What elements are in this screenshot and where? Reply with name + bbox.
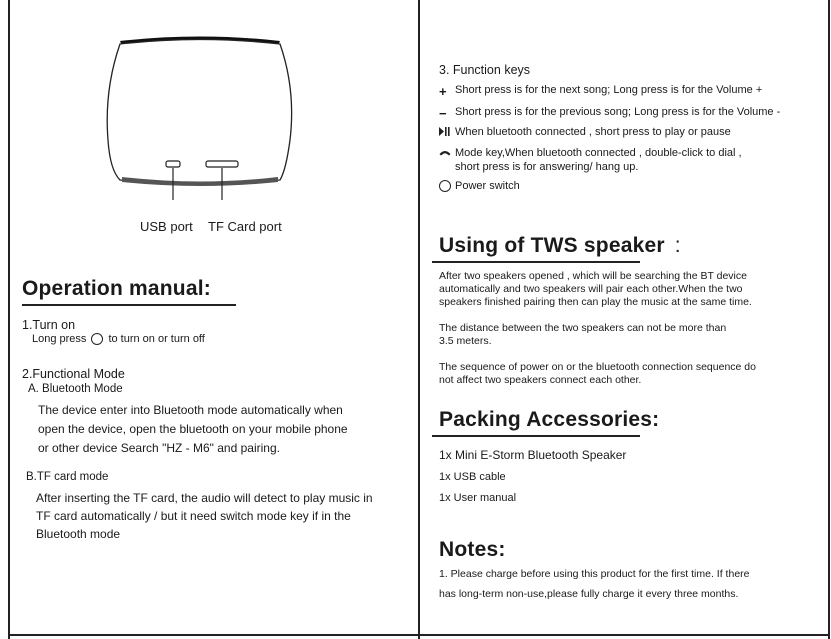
power-button-icon (91, 333, 103, 345)
tws-title-colon: : (674, 234, 681, 257)
packing-title-underline (432, 435, 640, 437)
notes-line: has long-term non-use,please fully charge it every three months. (439, 588, 739, 600)
function-key-text: Short press is for the next song; Long press is for the Volume + (455, 84, 763, 96)
turn-on-instruction (32, 333, 205, 345)
tws-paragraph-3 (439, 361, 756, 387)
tws-line: automatically and two speakers will pair each other.When the two (439, 283, 743, 295)
packing-accessories-title: Packing Accessories: (439, 408, 660, 431)
minus-icon: − (439, 106, 447, 121)
function-key-text: Power switch (455, 180, 520, 192)
speaker-drawing (100, 30, 300, 200)
function-keys-heading: 3. Function keys (439, 63, 531, 77)
function-key-text: When bluetooth connected , short press to play or pause (455, 126, 731, 138)
operation-title-underline (22, 304, 236, 306)
packing-item: 1x Mini E-Storm Bluetooth Speaker (439, 448, 627, 462)
tf-card-slot-icon (206, 161, 238, 167)
bottom-border (8, 634, 829, 636)
usb-port-label: USB port (140, 219, 193, 234)
tws-line: 3.5 meters. (439, 335, 492, 347)
tf-line: Bluetooth mode (36, 527, 121, 541)
bluetooth-line: open the device, open the bluetooth on your mobile phone (38, 422, 348, 436)
bluetooth-line: or other device Search "HZ - M6" and pairing. (38, 441, 280, 455)
power-circle-icon (439, 180, 455, 192)
function-key-text: Short press is for the previous song; Long press is for the Volume - (455, 106, 781, 118)
tf-line: After inserting the TF card, the audio will detect to play music in (36, 491, 373, 505)
functional-mode-heading: 2.Functional Mode (22, 367, 125, 381)
tf-line: TF card automatically / but it need switch mode key if in the (36, 509, 351, 523)
left-border (8, 0, 10, 639)
tws-title-underline (432, 261, 640, 263)
notes-line: 1. Please charge before using this product for the first time. If there (439, 568, 750, 580)
tws-line: The sequence of power on or the bluetooth connection sequence do (439, 361, 756, 373)
right-border (828, 0, 830, 639)
tws-title-text: Using of TWS speaker (439, 234, 665, 257)
mode-key-text (455, 146, 742, 174)
operation-manual-title: Operation manual: (22, 277, 211, 300)
function-key-power (439, 180, 520, 192)
bluetooth-mode-heading: A. Bluetooth Mode (28, 383, 123, 395)
turn-on-before: Long press (32, 333, 87, 345)
tws-paragraph-2 (439, 322, 726, 348)
notes-title: Notes: (439, 538, 506, 561)
phone-icon (439, 146, 455, 156)
tf-card-mode-text (36, 489, 373, 543)
function-key-text: Mode key,When bluetooth connected , double-click to dial , (455, 147, 742, 159)
notes-text (439, 564, 750, 604)
speaker-body (107, 40, 291, 185)
tws-title (439, 234, 681, 258)
bluetooth-line: The device enter into Bluetooth mode automatically when (38, 403, 343, 417)
turn-on-after: to turn on or turn off (108, 333, 205, 345)
packing-item: 1x User manual (439, 492, 517, 504)
function-key-text: short press is for answering/ hang up. (455, 161, 639, 173)
plus-icon: + (439, 84, 447, 99)
function-key-mode (439, 146, 742, 174)
tws-line: After two speakers opened , which will be searching the BT device (439, 270, 747, 282)
usb-port-icon (166, 161, 180, 167)
function-key-minus (439, 106, 780, 121)
packing-item: 1x USB cable (439, 471, 506, 483)
tws-line: not affect two speakers connect each other. (439, 374, 642, 386)
tws-line: The distance between the two speakers can not be more than (439, 322, 727, 334)
center-divider (418, 0, 420, 639)
play-pause-icon (439, 126, 455, 137)
bluetooth-mode-text (38, 401, 348, 458)
tws-paragraph-1 (439, 270, 752, 309)
function-key-play-pause (439, 126, 731, 138)
turn-on-heading: 1.Turn on (22, 318, 76, 332)
tws-line: speakers finished pairing then can play the music at the same time. (439, 296, 752, 308)
tf-card-port-label: TF Card port (208, 219, 282, 234)
function-key-plus (439, 84, 762, 99)
tf-card-mode-heading: B.TF card mode (26, 471, 109, 483)
